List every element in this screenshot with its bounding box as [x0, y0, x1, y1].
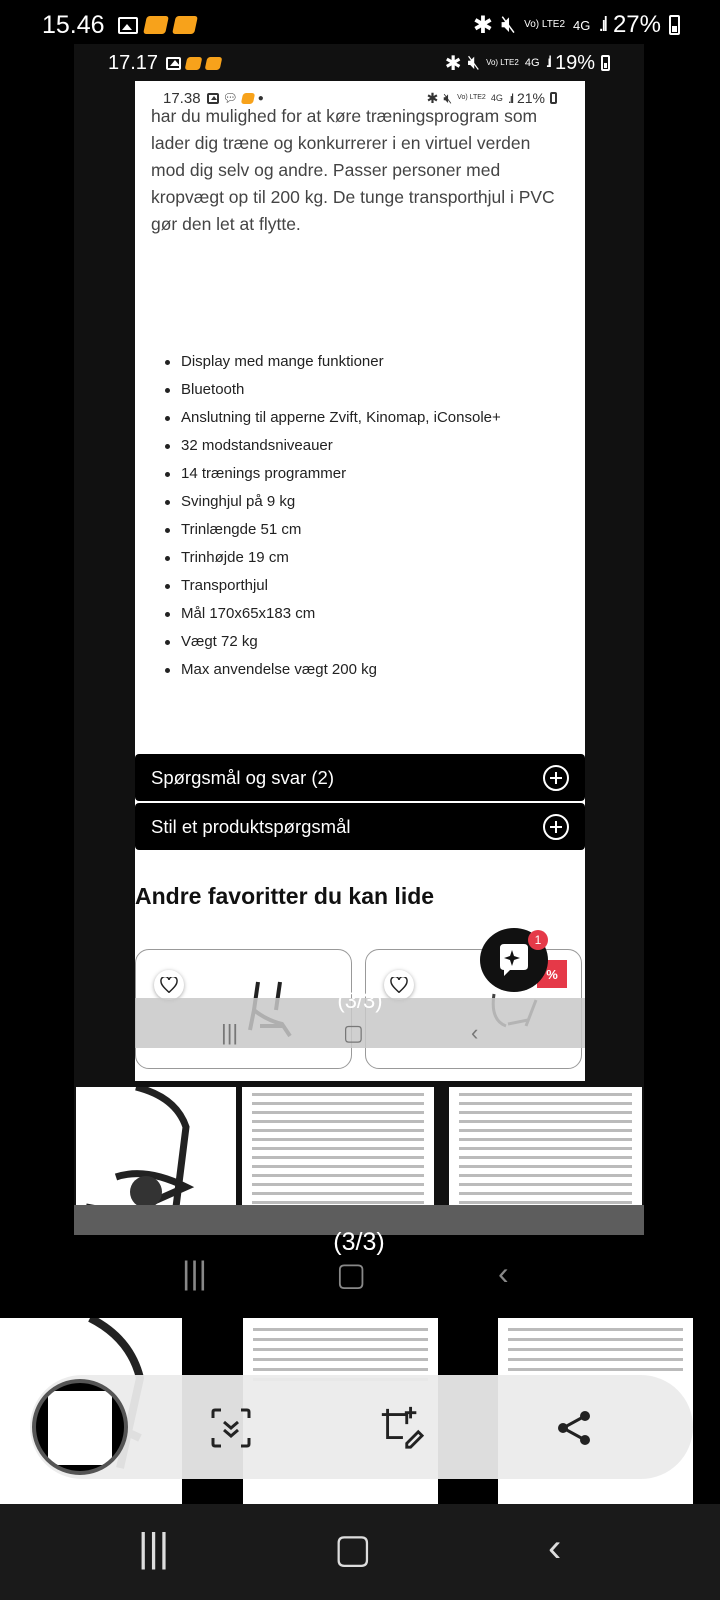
recent-apps-icon: |||: [182, 1255, 207, 1291]
sale-badge: %: [537, 960, 567, 988]
recent-apps-icon[interactable]: |||: [138, 1526, 170, 1570]
bluetooth-icon: ✱: [426, 89, 439, 106]
app-notification-icon: [205, 57, 223, 70]
capture-counter: (3/3): [337, 988, 383, 1013]
system-nav-bar: [0, 1504, 720, 1600]
home-icon: ▢: [336, 1256, 367, 1292]
chat-sparkle-icon: [496, 942, 532, 978]
inner-nav-bar: [135, 988, 585, 1048]
network-type: 4G: [490, 93, 503, 103]
spec-item: Anslutning til apperne Zvift, Kinomap, iConsole+: [165, 404, 585, 432]
gallery-notification-icon: [207, 93, 219, 104]
lte-indicator: Vo) LTE2: [457, 94, 486, 101]
battery-percent: 27%: [612, 11, 661, 38]
plus-circle-icon[interactable]: [543, 765, 569, 791]
mute-icon: 🔇︎: [467, 51, 481, 74]
webpage-screenshot: [135, 81, 585, 1081]
battery-icon: [669, 15, 680, 35]
gallery-notification-icon: [166, 57, 181, 70]
more-dot-icon: ●: [257, 92, 264, 104]
ask-question-accordion[interactable]: [135, 803, 585, 850]
back-icon: ‹: [498, 1255, 509, 1291]
spec-item: Trinhøjde 19 cm: [165, 544, 585, 572]
signal-icon: .ıl: [598, 13, 605, 36]
scroll-capture-button[interactable]: [208, 1405, 254, 1451]
inner-status-time: 17.38: [163, 89, 201, 107]
nested-nav-bar: [74, 1205, 644, 1310]
app-notification-icon: [143, 16, 169, 34]
message-icon: 💬︎: [222, 91, 238, 105]
spec-list: [135, 348, 585, 684]
favorites-heading: Andre favoritter du kan lide: [135, 883, 435, 909]
ask-question-label: Stil et produktspørgsmål: [151, 815, 351, 837]
lte-indicator: Vo) LTE2: [524, 19, 566, 30]
gallery-notification-icon: [118, 17, 138, 34]
spec-item: Bluetooth: [165, 376, 585, 404]
spec-item: 32 modstandsniveauer: [165, 432, 585, 460]
battery-icon: [550, 92, 557, 104]
nested-status-time: 17.17: [108, 51, 159, 74]
bluetooth-icon: ✱: [472, 11, 493, 39]
scroll-capture-icon: [209, 1406, 253, 1450]
chat-button[interactable]: [480, 928, 548, 992]
app-notification-icon: [241, 93, 255, 104]
capture-counter: (3/3): [333, 1228, 385, 1256]
spec-item: Display med mange funktioner: [165, 348, 585, 376]
home-icon: ▢: [343, 1020, 364, 1045]
battery-percent: 19%: [554, 51, 595, 74]
bluetooth-icon: ✱: [444, 52, 462, 75]
spec-item: Mål 170x65x183 cm: [165, 600, 585, 628]
spec-item: Transporthjul: [165, 572, 585, 600]
app-notification-icon: [185, 57, 203, 70]
spec-item: Vægt 72 kg: [165, 628, 585, 656]
mute-icon: 🔇︎: [500, 11, 517, 38]
network-type: 4G: [524, 57, 540, 69]
chat-notification-badge: 1: [528, 930, 548, 950]
status-bar: [0, 0, 720, 50]
product-description: har du mulighed for at køre træningsprogram som lader dig træne og konkurrerer i en virtuel verden mod dig selv og andre. Passer personer med kropvægt op til 200 kg. De tunge transporthjul i PVC gør den let at flytte.: [151, 106, 555, 234]
app-notification-icon: [172, 16, 198, 34]
crop-edit-icon: [378, 1404, 424, 1452]
crop-edit-button[interactable]: [378, 1405, 424, 1451]
lte-indicator: Vo) LTE2: [486, 58, 519, 67]
nested-status-bar: [74, 44, 644, 82]
signal-icon: .ıl: [507, 90, 512, 106]
status-time: 15.46: [42, 10, 105, 39]
screenshot-toolbar: [30, 1375, 693, 1479]
back-icon: ‹: [471, 1020, 479, 1045]
questions-accordion[interactable]: [135, 754, 585, 801]
battery-icon: [601, 55, 610, 71]
recent-apps-icon: |||: [221, 1020, 239, 1045]
network-type: 4G: [573, 17, 591, 33]
plus-circle-icon[interactable]: [543, 814, 569, 840]
spec-item: 14 trænings programmer: [165, 460, 585, 488]
spec-item: Svinghjul på 9 kg: [165, 488, 585, 516]
back-icon[interactable]: ‹: [548, 1526, 562, 1570]
questions-accordion-label: Spørgsmål og svar (2): [151, 766, 334, 788]
spec-item: Trinlængde 51 cm: [165, 516, 585, 544]
share-button[interactable]: [552, 1405, 598, 1451]
battery-percent: 21%: [516, 90, 545, 106]
spec-item: Max anvendelse vægt 200 kg: [165, 656, 585, 684]
home-icon[interactable]: ▢: [334, 1527, 372, 1571]
share-icon: [555, 1408, 595, 1448]
signal-icon: .ıl: [545, 54, 549, 71]
screenshot-preview[interactable]: [32, 1379, 128, 1475]
mute-icon: 🔇︎: [443, 89, 453, 106]
